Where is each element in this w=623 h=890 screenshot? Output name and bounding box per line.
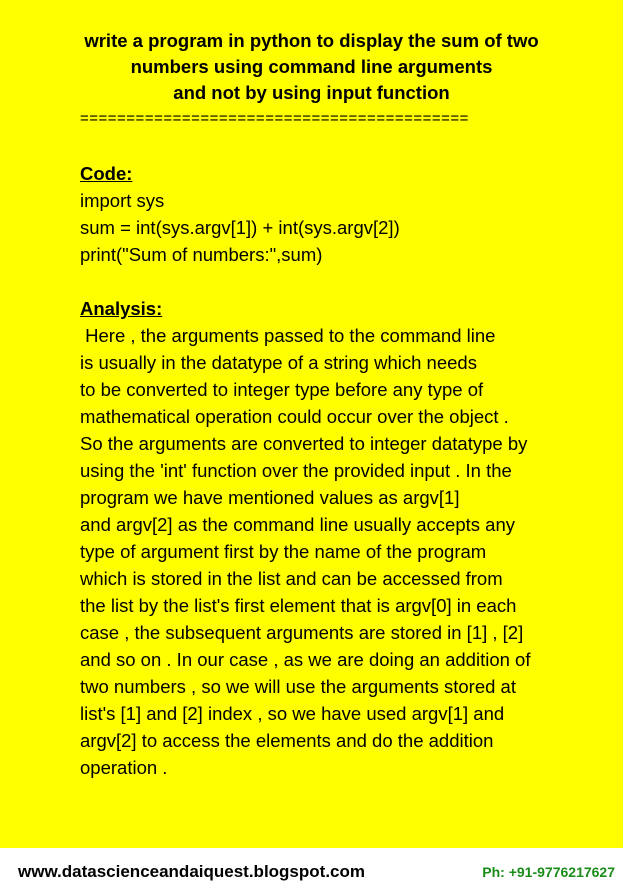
analysis-line: and argv[2] as the command line usually accepts any xyxy=(80,514,515,535)
analysis-line: argv[2] to access the elements and do the addition xyxy=(80,730,494,751)
analysis-line: which is stored in the list and can be accessed from xyxy=(80,568,503,589)
analysis-line: list's [1] and [2] index , so we have used argv[1] and xyxy=(80,703,505,724)
code-line: import sys xyxy=(80,190,165,211)
section-gap xyxy=(80,268,600,295)
code-line: sum = int(sys.argv[1]) + int(sys.argv[2]) xyxy=(80,217,400,238)
analysis-line: is usually in the datatype of a string which needs xyxy=(80,352,477,373)
content-body xyxy=(80,160,600,781)
phone-number: Ph: +91-9776217627 xyxy=(482,864,615,880)
analysis-line: the list by the list's first element that is argv[0] in each xyxy=(80,595,517,616)
analysis-line: type of argument first by the name of the program xyxy=(80,541,487,562)
code-heading: Code: xyxy=(80,163,133,184)
code-line: print("Sum of numbers:",sum) xyxy=(80,244,323,265)
analysis-line: mathematical operation could occur over the object . xyxy=(80,406,509,427)
title-line-2: numbers using command line arguments xyxy=(130,56,493,77)
analysis-line: operation . xyxy=(80,757,168,778)
analysis-line: to be converted to integer type before any type of xyxy=(80,379,484,400)
analysis-heading: Analysis: xyxy=(80,298,163,319)
page-title xyxy=(0,28,623,106)
analysis-line: two numbers , so we will use the arguments stored at xyxy=(80,676,516,697)
analysis-line: Here , the arguments passed to the command line xyxy=(80,325,496,346)
footer-bar xyxy=(0,848,623,890)
analysis-line: So the arguments are converted to integer datatype by xyxy=(80,433,528,454)
title-line-3: and not by using input function xyxy=(173,82,450,103)
analysis-line: using the 'int' function over the provided input . In the xyxy=(80,460,512,481)
separator-line: ========================================== xyxy=(80,110,469,127)
website-link[interactable]: www.datascienceandaiquest.blogspot.com xyxy=(18,862,365,881)
analysis-line: case , the subsequent arguments are stored in [1] , [2] xyxy=(80,622,524,643)
analysis-line: and so on . In our case , as we are doing an addition of xyxy=(80,649,531,670)
title-line-1: write a program in python to display the sum of two xyxy=(84,30,539,51)
analysis-line: program we have mentioned values as argv[1] xyxy=(80,487,460,508)
